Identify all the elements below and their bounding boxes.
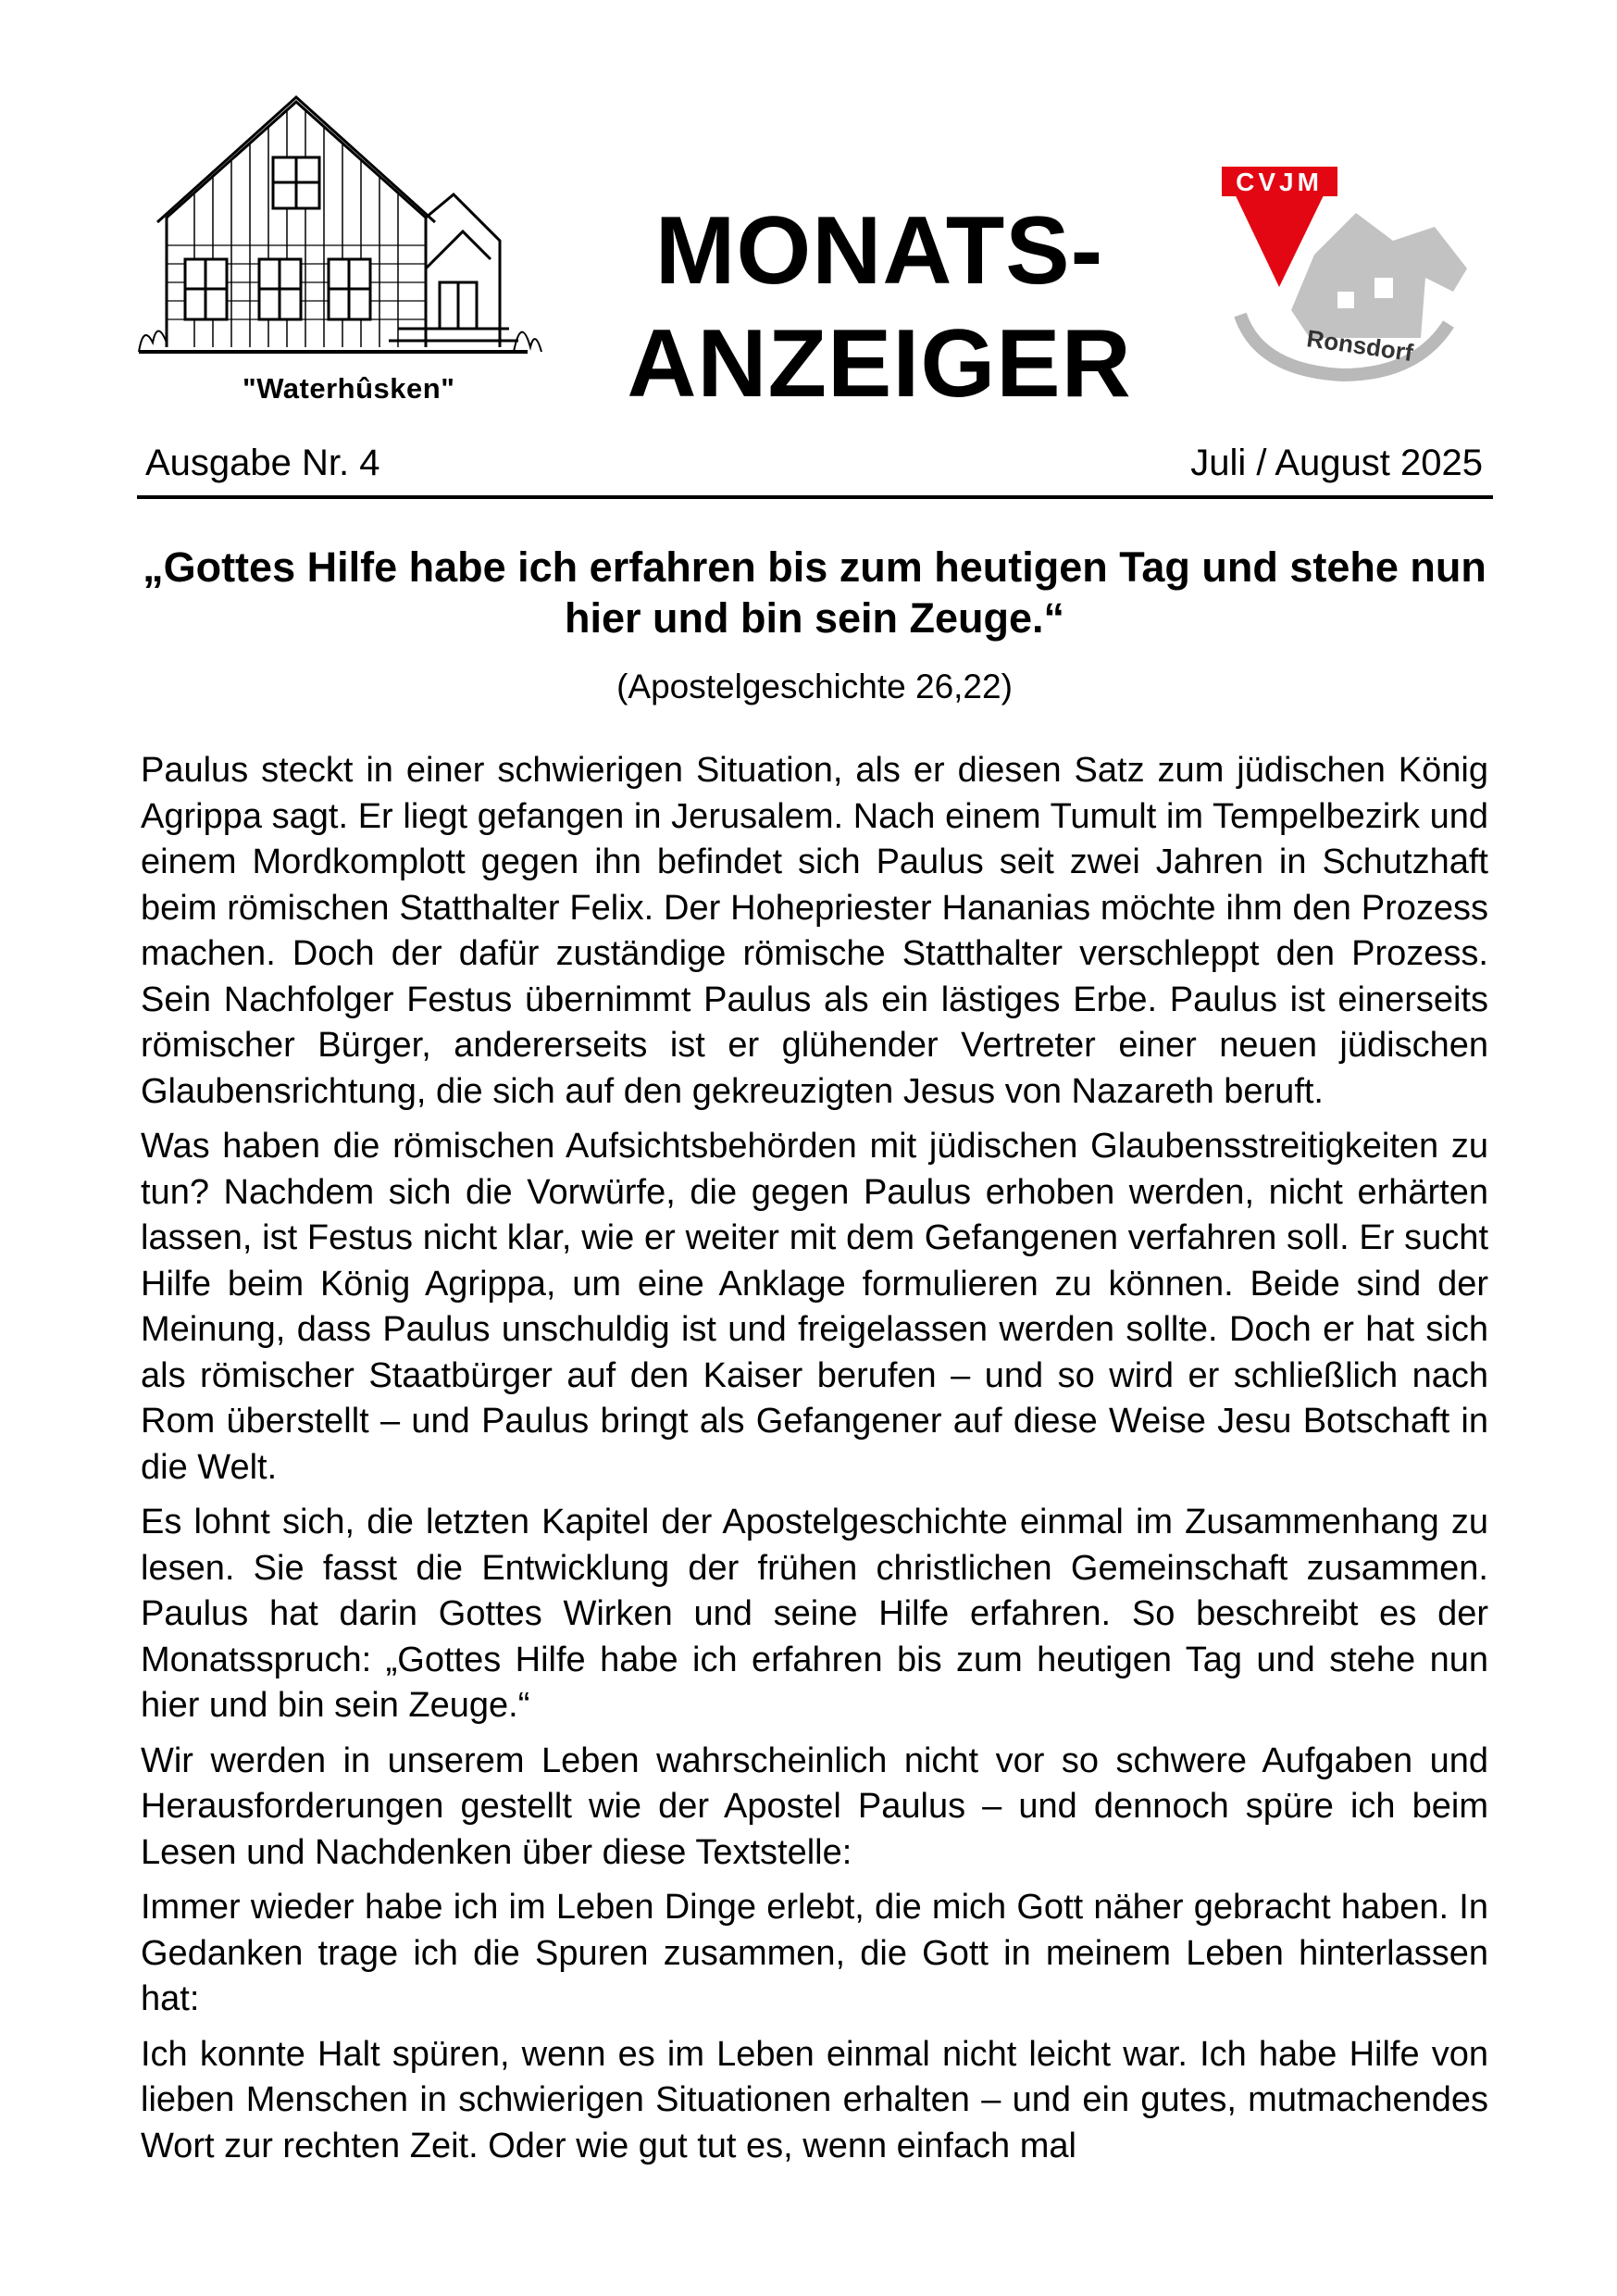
paragraph: Es lohnt sich, die letzten Kapitel der Apostelgeschichte einmal im Zusammenhang zu lesen. Sie fasst die Entwicklung der frühen christlichen Gemeinschaft zusammen. Paulus hat darin Gottes Wirken und seine Hilfe erfahren. So beschreibt es der Monatsspruch: „Gottes Hilfe habe ich erfahren bis zum heutigen Tag und stehe nun hier und bin sein Zeuge.“ <box>141 1503 1488 1725</box>
title-line-1: MONATS- <box>654 197 1104 305</box>
title-line-2: ANZEIGER <box>627 310 1132 418</box>
article-body <box>141 748 1488 2178</box>
verse-reference: (Apostelgeschichte 26,22) <box>616 668 1013 705</box>
issue-number: Ausgabe Nr. 4 <box>145 443 380 483</box>
paragraph: Was haben die römischen Aufsichtsbehörden mit jüdischen Glaubensstreitigkeiten zu tun? Nachdem sich die Vorwürfe, die gegen Paulus erhoben werden, nicht erhärten lassen, ist Festus nicht klar, wie er weiter mit dem Gefangenen verfahren soll. Er sucht Hilfe beim König Agrippa, um eine Anklage formulieren zu können. Beide sind der Meinung, dass Paulus unschuldig ist und freigelassen werden sollte. Doch er hat sich als römischer Staatbürger auf den Kaiser berufen – und so wird er schließlich nach Rom überstellt – und Paulus bringt als Gefangener auf diese Weise Jesu Botschaft in die Welt. <box>141 1127 1488 1487</box>
cvjm-ronsdorf-logo <box>1203 139 1481 389</box>
monthly-verse: „Gottes Hilfe habe ich erfahren bis zum heutigen Tag und stehe nun hier und bin sein Zeuge.“ <box>143 543 1486 642</box>
logo-house-shape <box>1291 213 1467 338</box>
newsletter-title <box>592 194 1166 420</box>
paragraph: Ich konnte Halt spüren, wenn es im Leben einmal nicht leicht war. Ich habe Hilfe von lieben Menschen in schwierigen Situationen erhalten – und ein gutes, mutmachendes Wort zur rechten Zeit. Oder wie gut tut es, wenn einfach mal <box>141 2034 1488 2165</box>
cvjm-logo-text: CVJM <box>1236 168 1323 196</box>
header-divider <box>137 495 1493 499</box>
house-logo-caption: "Waterhûsken" <box>243 372 455 405</box>
issue-date: Juli / August 2025 <box>1190 443 1483 483</box>
cvjm-logo-place: Ronsdorf <box>1304 324 1415 367</box>
paragraph: Wir werden in unserem Leben wahrscheinlich nicht vor so schwere Aufgaben und Herausforderungen gestellt wie der Apostel Paulus – und dennoch spüre ich beim Lesen und Nachdenken über diese Textstelle: <box>141 1741 1488 1872</box>
paragraph: Paulus steckt in einer schwierigen Situation, als er diesen Satz zum jüdischen König Agrippa sagt. Er liegt gefangen in Jerusalem. Nach einem Tumult im Tempelbezirk und einem Mordkomplott gegen ihn befindet sich Paulus seit zwei Jahren in Schutzhaft beim römischen Statthalter Felix. Der Hohepriester Hananias möchte ihm den Prozess machen. Doch der dafür zuständige römische Statthalter verschleppt den Prozess. Sein Nachfolger Festus übernimmt Paulus als ein lästiges Erbe. Paulus ist einerseits römischer Bürger, andererseits ist er glühender Vertreter einer neuen jüdischen Glaubensrichtung, die sich auf den gekreuzigten Jesus von Nazareth beruft. <box>141 751 1488 1111</box>
paragraph: Immer wieder habe ich im Leben Dinge erlebt, die mich Gott näher gebracht haben. In Gedanken trage ich die Spuren zusammen, die Gott in meinem Leben hinterlassen hat: <box>141 1888 1488 2018</box>
